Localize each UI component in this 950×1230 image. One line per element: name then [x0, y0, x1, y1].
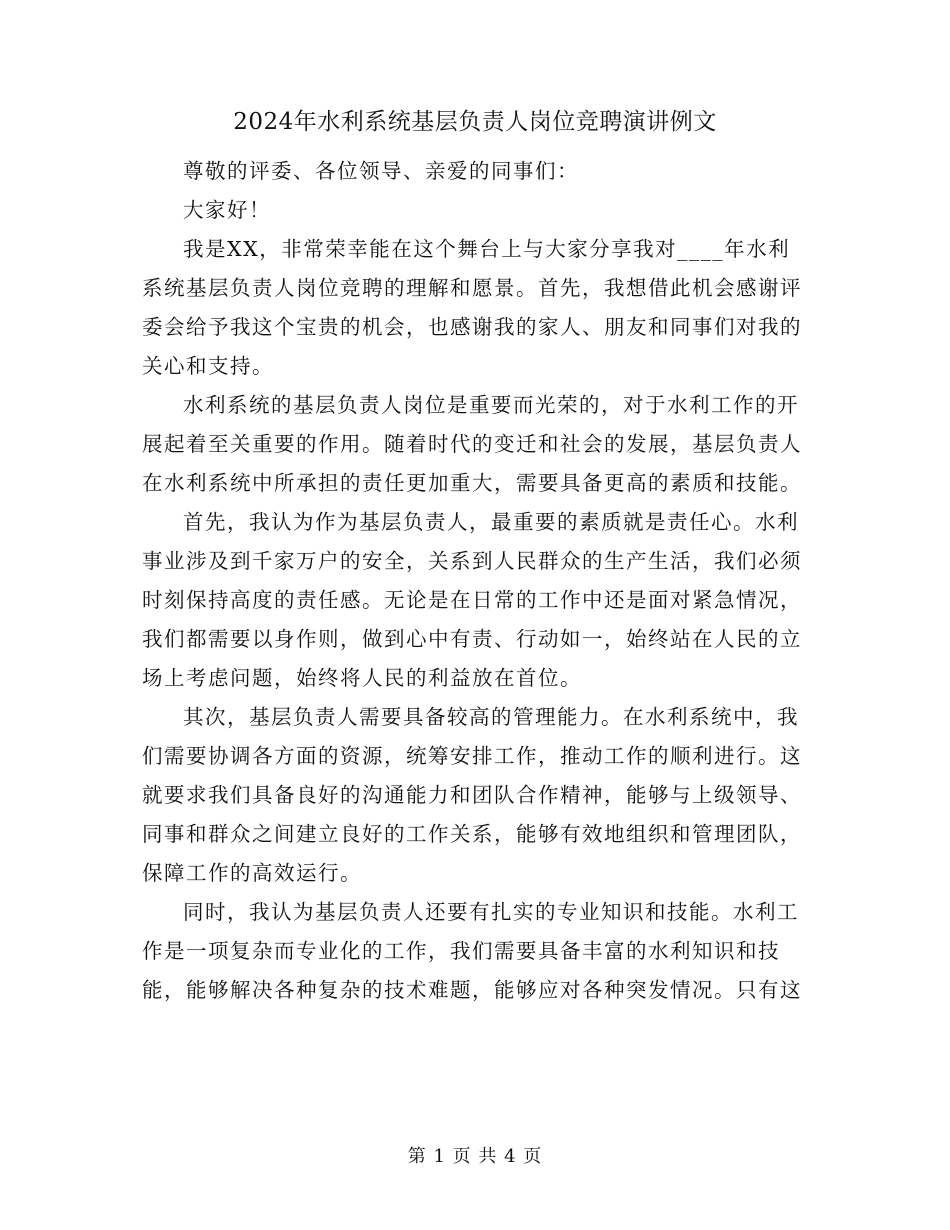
page-number-footer: 第 1 页 共 4 页 [407, 1146, 543, 1167]
paragraph-1: 我是XX，非常荣幸能在这个舞台上与大家分享我对____年水利系统基层负责人岗位竞聘的理解和愿景。首先，我想借此机会感谢评委会给予我这个宝贵的机会，也感谢我的家人、朋友和同事们对我的关心和支持。 [142, 237, 802, 378]
paragraph-5: 同时，我认为基层负责人还要有扎实的专业知识和技能。水利工作是一项复杂而专业化的工作，我们需要具备丰富的水利知识和技能，能够解决各种复杂的技术难题，能够应对各种突发情况。只有这 [142, 900, 802, 1002]
salutation: 尊敬的评委、各位领导、亲爱的同事们： [183, 159, 579, 183]
document-body [142, 152, 807, 1010]
greeting: 大家好！ [183, 198, 271, 222]
paragraph-3: 首先，我认为作为基层负责人，最重要的素质就是责任心。水利事业涉及到千家万户的安全，关系到人民群众的生产生活，我们必须时刻保持高度的责任感。无论是在日常的工作中还是面对紧急情况，我们都需要以身作则，做到心中有责、行动如一，始终站在人民的立场上考虑问题，始终将人民的利益放在首位。 [142, 510, 802, 690]
document-title: 2024年水利系统基层负责人岗位竞聘演讲例文 [233, 109, 717, 135]
paragraph-2: 水利系统的基层负责人岗位是重要而光荣的，对于水利工作的开展起着至关重要的作用。随着时代的变迁和社会的发展，基层负责人在水利系统中所承担的责任更加重大，需要具备更高的素质和技能。 [142, 393, 802, 495]
paragraph-4: 其次，基层负责人需要具备较高的管理能力。在水利系统中，我们需要协调各方面的资源，统筹安排工作，推动工作的顺利进行。这就要求我们具备良好的沟通能力和团队合作精神，能够与上级领导、同事和群众之间建立良好的工作关系，能够有效地组织和管理团队，保障工作的高效运行。 [142, 705, 802, 885]
